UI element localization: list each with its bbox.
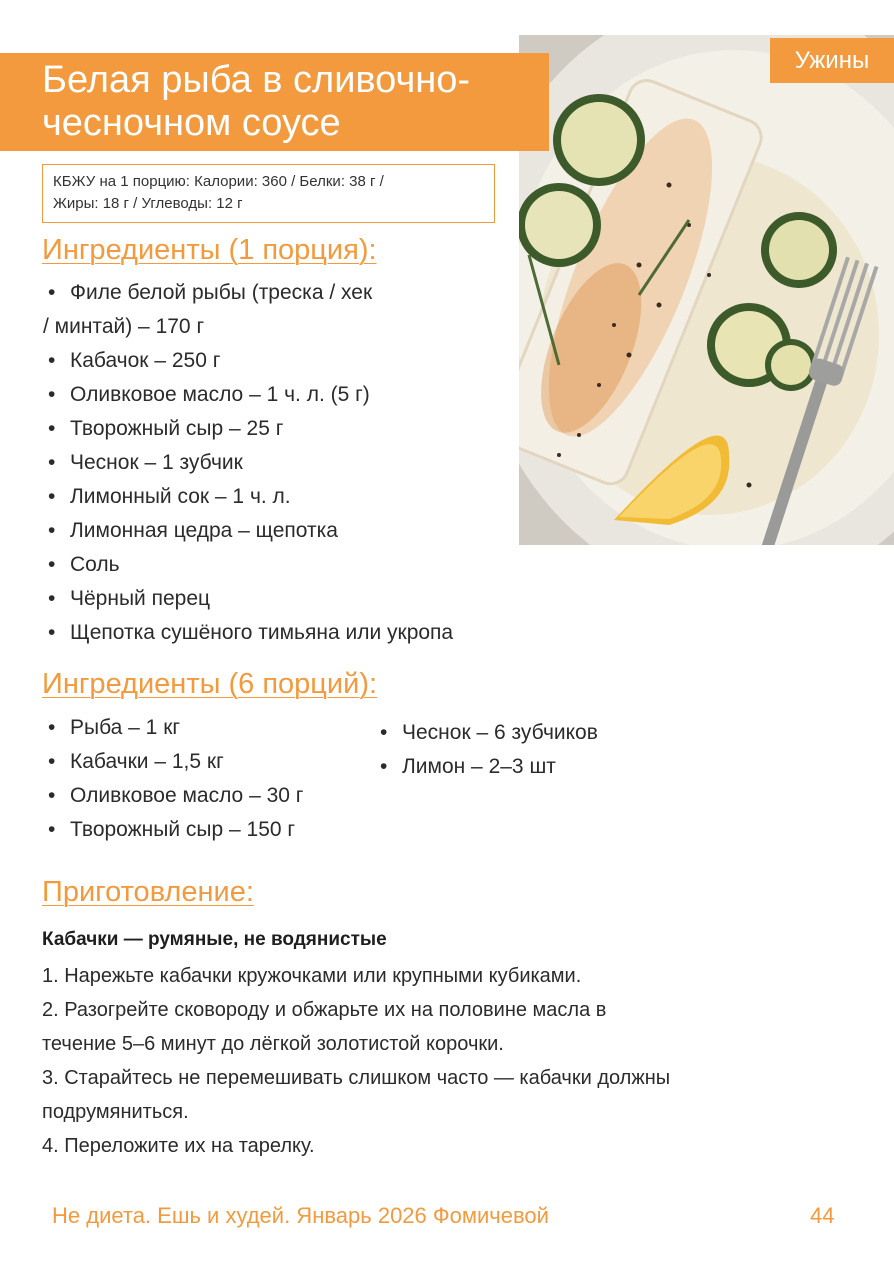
ingredients-6-col-1 xyxy=(48,711,303,847)
step-line: 1. Нарежьте кабачки кружочками или крупными кубиками. xyxy=(42,965,582,987)
footer-text: Не диета. Ешь и худей. Январь 2026 Фомичевой xyxy=(52,1203,549,1228)
page-title xyxy=(0,53,549,151)
list-item: • Кабачок – 250 г xyxy=(48,349,221,372)
title-line-1: Белая рыба в сливочно- xyxy=(42,59,471,101)
list-item: • Чеснок – 1 зубчик xyxy=(48,451,243,474)
list-item: • Филе белой рыбы (треска / хек xyxy=(48,281,373,304)
step-line: 2. Разогрейте сковороду и обжарьте их на половине масла в xyxy=(42,999,607,1021)
title-line-2: чесночном соусе xyxy=(42,102,341,144)
nutrition-line-1: КБЖУ на 1 порцию: Калории: 360 / Белки: 38 г / xyxy=(53,173,384,190)
list-item: • Творожный сыр – 150 г xyxy=(48,818,296,841)
list-item: • Соль xyxy=(48,553,120,576)
list-item: • Лимонный сок – 1 ч. л. xyxy=(48,485,291,508)
list-item: • Кабачки – 1,5 кг xyxy=(48,750,224,773)
step-line: 4. Переложите их на тарелку. xyxy=(42,1135,315,1157)
list-item: • Рыба – 1 кг xyxy=(48,716,181,739)
ingredients-6-col-2 xyxy=(380,716,598,784)
preparation-heading: Приготовление: xyxy=(42,876,254,908)
step-line: течение 5–6 минут до лёгкой золотистой корочки. xyxy=(42,1033,504,1055)
nutrition-box xyxy=(42,164,495,223)
list-item: / минтай) – 170 г xyxy=(43,315,205,338)
step-line: 3. Старайтесь не перемешивать слишком часто — кабачки должны xyxy=(42,1067,671,1089)
nutrition-line-2: Жиры: 18 г / Углеводы: 12 г xyxy=(53,195,243,212)
preparation-steps xyxy=(42,959,842,1163)
list-item: • Оливковое масло – 1 ч. л. (5 г) xyxy=(48,383,370,406)
category-tag: Ужины xyxy=(770,38,894,83)
ingredients-1-heading: Ингредиенты (1 порция): xyxy=(42,234,377,266)
list-item: • Чеснок – 6 зубчиков xyxy=(380,721,598,744)
list-item: • Щепотка сушёного тимьяна или укропа xyxy=(48,621,454,644)
step-line: подрумяниться. xyxy=(42,1101,189,1123)
page-number: 44 xyxy=(810,1203,835,1228)
list-item: • Оливковое масло – 30 г xyxy=(48,784,304,807)
list-item: • Лимон – 2–3 шт xyxy=(380,755,556,778)
list-item: • Чёрный перец xyxy=(48,587,211,610)
list-item: • Лимонная цедра – щепотка xyxy=(48,519,338,542)
dish-photo xyxy=(519,35,894,545)
ingredients-6-heading: Ингредиенты (6 порций): xyxy=(42,668,378,700)
list-item: • Творожный сыр – 25 г xyxy=(48,417,284,440)
ingredients-1-list xyxy=(43,276,454,650)
preparation-subheading: Кабачки — румяные, не водянистые xyxy=(42,929,387,950)
